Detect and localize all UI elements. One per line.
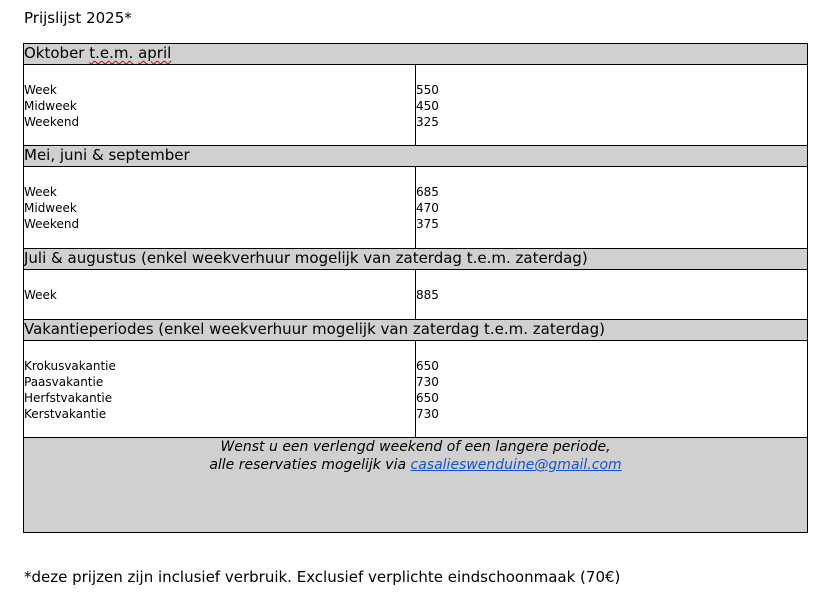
period-label: Week bbox=[24, 83, 57, 97]
reservation-note bbox=[24, 438, 808, 533]
period-prices bbox=[416, 167, 808, 249]
section-header-oktober-april bbox=[24, 44, 808, 65]
period-prices bbox=[416, 270, 808, 320]
note-line bbox=[24, 456, 807, 474]
header-text-spellcheck: april bbox=[138, 44, 172, 62]
section-body-row bbox=[24, 167, 808, 249]
price-value: 685 bbox=[416, 185, 439, 199]
price-value: 650 bbox=[416, 359, 439, 373]
price-value: 730 bbox=[416, 407, 439, 421]
note-prefix: alle reservaties mogelijk via bbox=[209, 457, 411, 473]
period-label: Herfstvakantie bbox=[24, 391, 113, 405]
section-body-row bbox=[24, 341, 808, 438]
period-labels bbox=[24, 65, 416, 146]
footnote: *deze prijzen zijn inclusief verbruik. Exclusief verplichte eindschoonmaak (70€) bbox=[24, 568, 621, 586]
period-labels bbox=[24, 341, 416, 438]
section-header-mei-juni-september: Mei, juni & september bbox=[24, 146, 808, 167]
period-prices bbox=[416, 65, 808, 146]
price-value: 730 bbox=[416, 375, 439, 389]
header-text-spellcheck: t.e.m. bbox=[89, 44, 134, 62]
period-labels bbox=[24, 270, 416, 320]
page-title: Prijslijst 2025* bbox=[24, 9, 132, 27]
note-line: Wenst u een verlengd weekend of een langere periode, bbox=[220, 439, 611, 455]
price-value: 325 bbox=[416, 115, 439, 129]
email-link[interactable]: casalieswenduine@gmail.com bbox=[410, 457, 622, 473]
section-header-row bbox=[24, 44, 808, 65]
section-header-vakantieperiodes: Vakantieperiodes (enkel weekverhuur mogelijk van zaterdag t.e.m. zaterdag) bbox=[24, 320, 808, 341]
section-body-row bbox=[24, 65, 808, 146]
period-label: Week bbox=[24, 185, 57, 199]
period-label: Midweek bbox=[24, 201, 77, 215]
section-body-row bbox=[24, 270, 808, 320]
period-prices bbox=[416, 341, 808, 438]
price-value: 885 bbox=[416, 288, 439, 302]
period-label: Paasvakantie bbox=[24, 375, 104, 389]
price-value: 450 bbox=[416, 99, 439, 113]
section-header-juli-augustus: Juli & augustus (enkel weekverhuur mogelijk van zaterdag t.e.m. zaterdag) bbox=[24, 249, 808, 270]
header-text: Oktober bbox=[24, 44, 90, 62]
section-header-row bbox=[24, 320, 808, 341]
price-value: 375 bbox=[416, 217, 439, 231]
note-row bbox=[24, 438, 808, 533]
period-label: Week bbox=[24, 288, 57, 302]
period-label: Weekend bbox=[24, 115, 80, 129]
period-label: Kerstvakantie bbox=[24, 407, 107, 421]
period-label: Krokusvakantie bbox=[24, 359, 116, 373]
price-value: 470 bbox=[416, 201, 439, 215]
period-label: Midweek bbox=[24, 99, 77, 113]
section-header-row bbox=[24, 146, 808, 167]
section-header-row bbox=[24, 249, 808, 270]
price-table bbox=[23, 43, 808, 533]
period-label: Weekend bbox=[24, 217, 80, 231]
price-value: 550 bbox=[416, 83, 439, 97]
price-value: 650 bbox=[416, 391, 439, 405]
period-labels bbox=[24, 167, 416, 249]
